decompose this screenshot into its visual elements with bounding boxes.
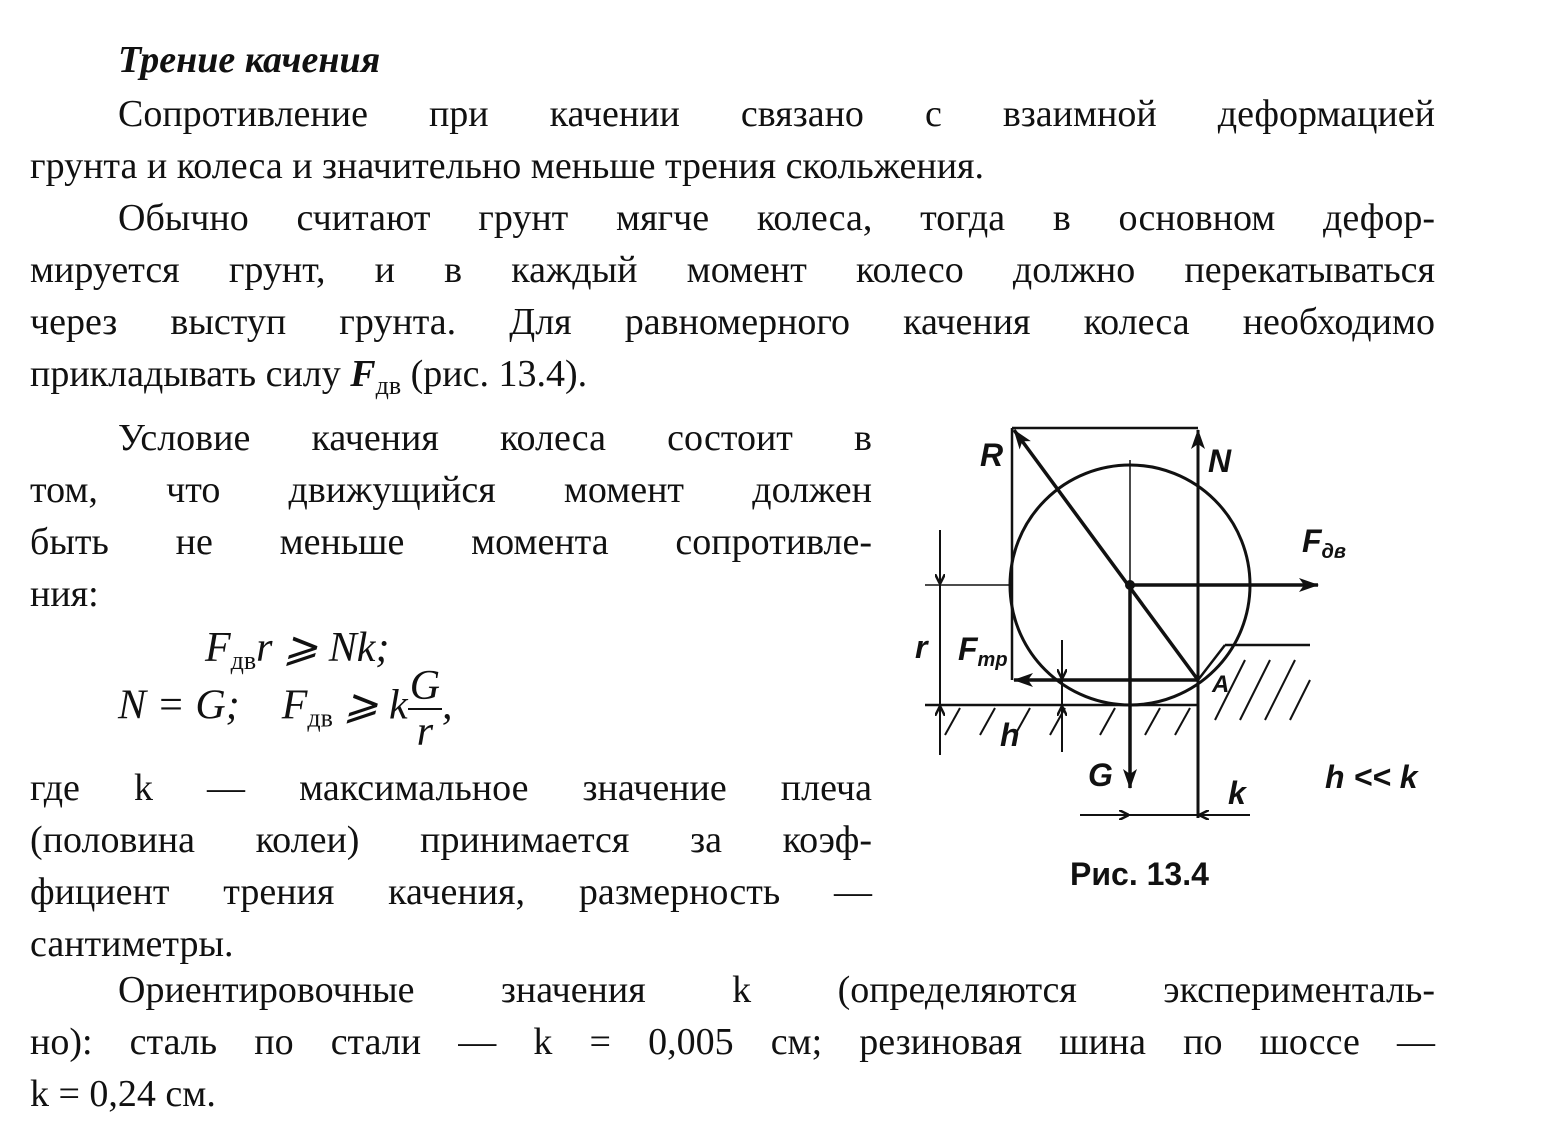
p5-line1: Ориентировочные значения k (определяются эксперименталь-	[118, 969, 1435, 1011]
label-N: N	[1208, 443, 1232, 479]
p3-line4: ния:	[30, 573, 99, 615]
label-R: R	[980, 437, 1004, 473]
p2-line3: через выступ грунта. Для равномерного качения колеса необходимо	[30, 301, 1435, 343]
label-A: A	[1212, 671, 1230, 698]
p2-line1: Обычно считают грунт мягче колеса, тогда в основном дефор-	[118, 197, 1435, 239]
fraction-G-over-r: $\frac{G}{r}$	[409, 663, 441, 755]
formula-moment-condition: $F_{дв}r$ ⩾ Nk;	[205, 625, 390, 675]
p3-line3: быть не меньше момента сопротивле-	[30, 521, 872, 563]
label-h: h	[1000, 717, 1020, 753]
p2-line2: мируется грунт, и в каждый момент колесо должно перекатываться	[30, 249, 1435, 291]
p4-line3: фициент трения качения, размерность —	[30, 871, 872, 913]
label-G: G	[1088, 757, 1113, 793]
figure-caption: Рис. 13.4	[1070, 856, 1209, 892]
label-h-much-less-k: h << k	[1325, 759, 1418, 795]
label-k: k	[1228, 775, 1246, 811]
p4-line2: (половина колеи) принимается за коэф-	[30, 819, 872, 861]
section-heading: Трение качения	[118, 39, 381, 81]
force-symbol: F	[350, 353, 376, 395]
label-F-tr: Fтр	[958, 631, 1008, 671]
formula-force-condition: N = G; $F_{дв}$ ⩾ k $\frac{G}{r}$,	[118, 663, 453, 755]
p3-line1: Условие качения колеса состоит в	[118, 417, 872, 459]
p2-line4: прикладывать силу $F_{дв}$ (рис. 13.4).	[30, 353, 588, 400]
p1-line1: Сопротивление при качении связано с взаимной деформацией	[118, 93, 1435, 135]
center-point	[1125, 580, 1135, 590]
p5-line2: но): сталь по стали — k = 0,005 см; резиновая шина по шоссе —	[30, 1021, 1435, 1063]
label-F-dv: Fдв	[1302, 523, 1346, 563]
p5-line3: k = 0,24 см.	[30, 1073, 216, 1115]
p3-line2: том, что движущийся момент должен	[30, 469, 872, 511]
p4-line1: где k — максимальное значение плеча	[30, 767, 872, 809]
p1-line2: грунта и колеса и значительно меньше трения скольжения.	[30, 145, 985, 187]
p4-line4: сантиметры.	[30, 923, 234, 965]
label-r: r	[915, 629, 928, 665]
